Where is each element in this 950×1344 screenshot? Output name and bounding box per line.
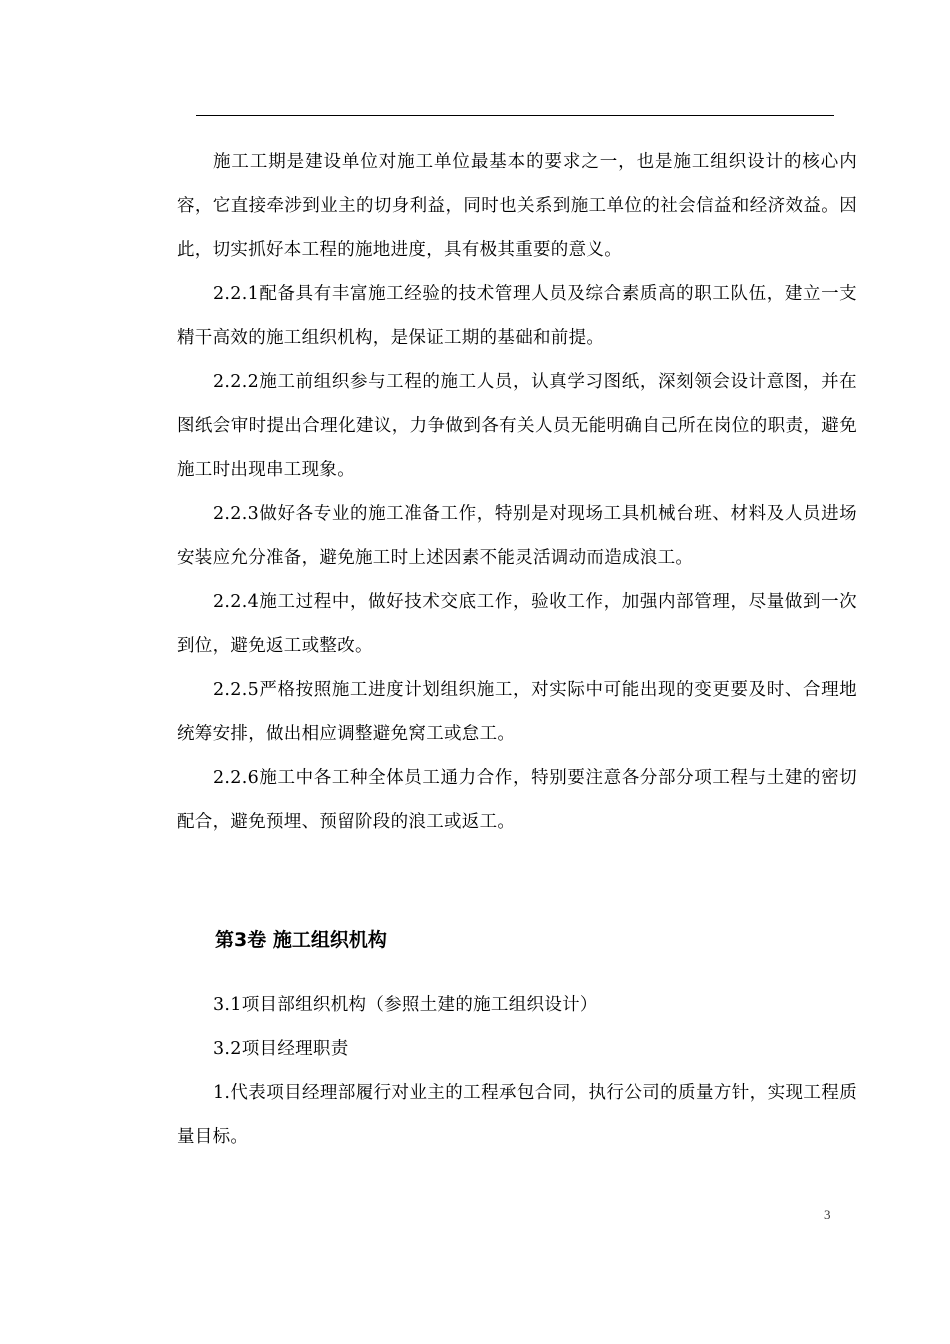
body-text — [177, 140, 857, 844]
paragraph-2-2-4: 2.2.4施工过程中，做好技术交底工作，验收工作，加强内部管理，尽量做到一次到位，避免返工或整改。 — [177, 592, 857, 656]
section-text — [177, 983, 857, 1159]
paragraph-duty-1: 1.代表项目经理部履行对业主的工程承包合同，执行公司的质量方针，实现工程质量目标。 — [177, 1083, 857, 1147]
paragraph-2-2-1: 2.2.1配备具有丰富施工经验的技术管理人员及综合素质高的职工队伍，建立一支精干高效的施工组织机构，是保证工期的基础和前提。 — [177, 284, 857, 348]
paragraph-3-2: 3.2项目经理职责 — [213, 1039, 349, 1059]
header-rule — [196, 115, 834, 116]
chapter-heading: 第3卷 施工组织机构 — [215, 929, 387, 951]
paragraph-intro: 施工工期是建设单位对施工单位最基本的要求之一，也是施工组织设计的核心内容，它直接牵涉到业主的切身利益，同时也关系到施工单位的社会信益和经济效益。因此，切实抓好本工程的施地进度，具有极其重要的意义。 — [177, 152, 857, 260]
paragraph-2-2-3: 2.2.3做好各专业的施工准备工作，特别是对现场工具机械台班、材料及人员进场安装应允分准备，避免施工时上述因素不能灵活调动而造成浪工。 — [177, 504, 857, 568]
page-number: 3 — [824, 1207, 831, 1222]
paragraph-2-2-2: 2.2.2施工前组织参与工程的施工人员，认真学习图纸，深刻领会设计意图，并在图纸会审时提出合理化建议，力争做到各有关人员无能明确自己所在岗位的职责，避免施工时出现串工现象。 — [177, 372, 857, 480]
paragraph-2-2-6: 2.2.6施工中各工种全体员工通力合作，特别要注意各分部分项工程与土建的密切配合，避免预埋、预留阶段的浪工或返工。 — [177, 768, 857, 832]
paragraph-2-2-5: 2.2.5严格按照施工进度计划组织施工，对实际中可能出现的变更要及时、合理地统筹安排，做出相应调整避免窝工或怠工。 — [177, 680, 857, 744]
paragraph-3-1: 3.1项目部组织机构（参照土建的施工组织设计） — [213, 995, 598, 1015]
